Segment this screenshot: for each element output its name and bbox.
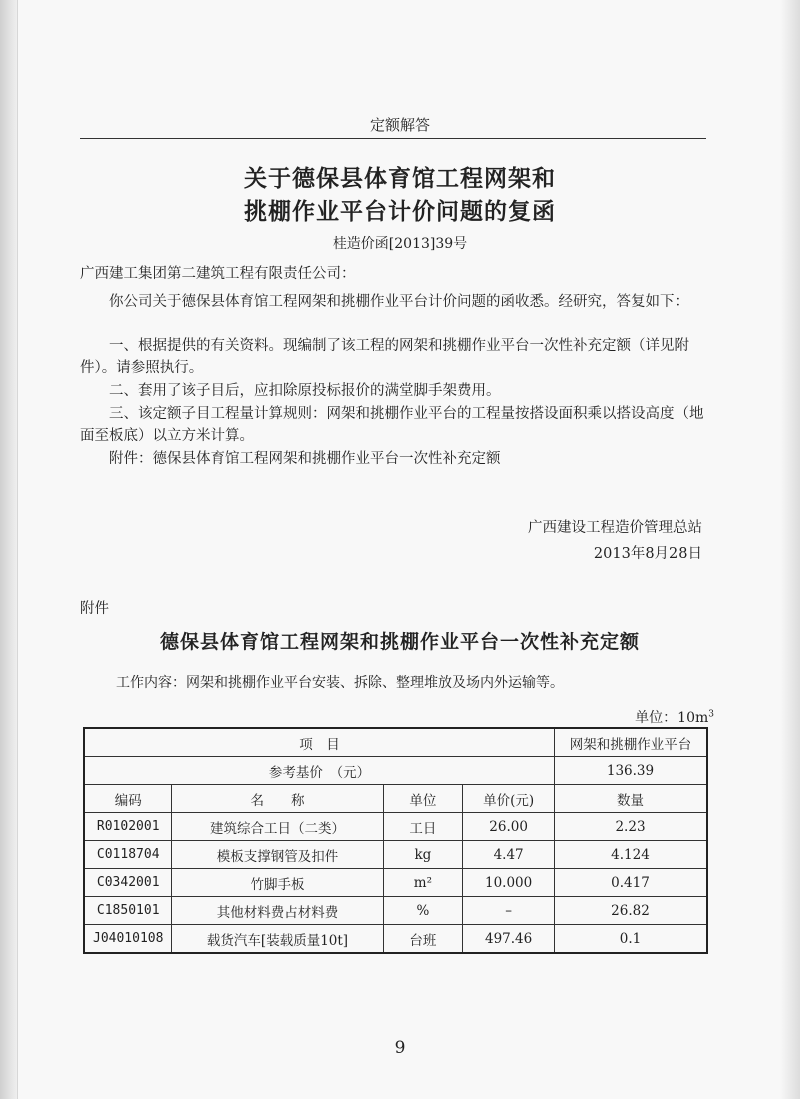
unit-cell: kg	[383, 841, 463, 869]
letter-paragraph-item-3: 三、该定额子目工程量计算规则：网架和挑棚作业平台的工程量按搭设面积乘以搭设高度（地面至板底）以立方米计算。	[80, 406, 704, 444]
price-cell: 4.47	[463, 841, 555, 869]
column-header: 编码	[84, 785, 172, 813]
column-header: 单位	[383, 785, 463, 813]
code-cell: C0342001	[84, 869, 172, 897]
code-cell: J04010108	[84, 925, 172, 954]
table-row-base-price	[84, 757, 707, 785]
table-row	[84, 925, 707, 954]
quota-table	[83, 727, 708, 954]
unit-label: 单位：$10m^3$	[635, 709, 714, 726]
document-number: 桂造价函[2013]39号	[332, 236, 468, 252]
attachment-label: 附件	[80, 601, 109, 617]
price-cell: –	[463, 897, 555, 925]
code-cell: R0102001	[84, 813, 172, 841]
column-header: 数量	[555, 785, 707, 813]
unit-cell: 工日	[383, 813, 463, 841]
signature-organization: 广西建设工程造价管理总站	[528, 520, 702, 536]
letter-paragraph-item-2: 二、套用了该子目后，应扣除原投标报价的满堂脚手架费用。	[109, 383, 501, 399]
letter-paragraph-item-1: 一、根据提供的有关资料。现编制了该工程的网架和挑棚作业平台一次性补充定额（详见附件）。请参照执行。	[80, 338, 689, 376]
name-cell: 载货汽车[装载质量10t]	[172, 925, 383, 954]
letter-title-line-1: 关于德保县体育馆工程网架和	[244, 165, 556, 192]
work-content: 工作内容：网架和挑棚作业平台安装、拆除、整理堆放及场内外运输等。	[116, 675, 564, 691]
table-header-row	[84, 785, 707, 813]
table-row	[84, 869, 707, 897]
qty-cell: 0.1	[555, 925, 707, 954]
name-cell: 模板支撑钢管及扣件	[172, 841, 383, 869]
section-header-label: 定额解答	[369, 116, 430, 134]
code-cell: C0118704	[84, 841, 172, 869]
table-row	[84, 813, 707, 841]
unit-cell: 台班	[383, 925, 463, 954]
qty-cell: 26.82	[555, 897, 707, 925]
qty-cell: 0.417	[555, 869, 707, 897]
attachment-title: 德保县体育馆工程网架和挑棚作业平台一次性补充定额	[159, 631, 640, 653]
signature-date: 2013年8月28日	[593, 546, 702, 562]
base-price-value-cell: 136.39	[555, 757, 707, 785]
table-row-item	[84, 728, 707, 757]
name-cell: 建筑综合工日（二类）	[172, 813, 383, 841]
qty-cell: 4.124	[555, 841, 707, 869]
price-cell: 497.46	[463, 925, 555, 954]
item-header-cell: 项 目	[84, 728, 555, 757]
column-header: 名 称	[172, 785, 383, 813]
base-price-label-cell: 参考基价 （元）	[84, 757, 555, 785]
letter-title-line-2: 挑棚作业平台计价问题的复函	[244, 198, 556, 225]
letter-attachment-note: 附件：德保县体育馆工程网架和挑棚作业平台一次性补充定额	[109, 451, 501, 467]
table-row	[84, 841, 707, 869]
column-header: 单价(元)	[463, 785, 555, 813]
header-divider	[80, 138, 706, 139]
code-cell: C1850101	[84, 897, 172, 925]
letter-paragraph-intro: 你公司关于德保县体育馆工程网架和挑棚作业平台计价问题的函收悉。经研究，答复如下：	[109, 294, 689, 310]
unit-cell: m²	[383, 869, 463, 897]
table-row	[84, 897, 707, 925]
name-cell: 其他材料费占材料费	[172, 897, 383, 925]
item-name-cell: 网架和挑棚作业平台	[555, 728, 707, 757]
addressee: 广西建工集团第二建筑工程有限责任公司：	[80, 266, 356, 282]
page-number: 9	[394, 1038, 406, 1058]
price-cell: 26.00	[463, 813, 555, 841]
unit-cell: %	[383, 897, 463, 925]
qty-cell: 2.23	[555, 813, 707, 841]
price-cell: 10.000	[463, 869, 555, 897]
name-cell: 竹脚手板	[172, 869, 383, 897]
